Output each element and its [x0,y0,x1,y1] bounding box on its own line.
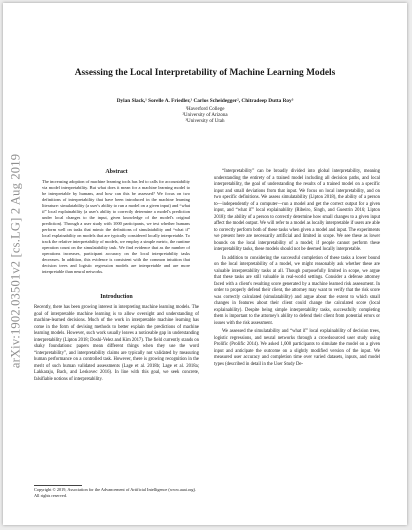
affiliation: ¹Haverford College [185,107,225,112]
introduction-body [34,305,199,383]
right-column [214,169,380,368]
footnote-rule [34,485,82,486]
body-paragraph: In addition to considering the successful completion of these tasks a lower bound on the local interpretability of a model, we might reasonably ask whether these are valuable interpretability tasks at all. Though purposefully limited in scope, we argue that these tasks are still valuable in real-world settings. Consider a defense attorney faced with a client's resulting score generated by a machine learned risk assessment. In order to properly defend their client, the attorney may want to verify that the risk score was correctly calculated (simulatability) and argue about the extent to which small changes in features about their client could change the calculated score (local explainability). Despite being simple interpretability tasks, successfully completing them is important to the attorney's ability to defend their client from potential errors or issues with the risk assessment. [214,255,380,326]
abstract-paragraph: The increasing adoption of machine learning tools has led to calls for accountability via model interpretability. But what does it mean for a machine learning model to be interpretable by humans, and how can this be assessed? We focus on two definitions of interpretability that have been introduced in the machine learning literature: simulatability (a user's ability to run a model on a given input) and “what if” local explainability (a user's ability to correctly determine a model's prediction under local changes to the input, given knowledge of the model's original prediction). Through a user study with 1000 participants, we test whether humans perform well on tasks that mimic the definitions of simulatability and “what if” local explainability on models that are typically considered locally interpretable. To track the relative interpretability of models, we employ a simple metric, the runtime operation count on the simulatability task. We find evidence that as the number of operations increases, participant accuracy on the local interpretability tasks decreases. In addition, this evidence is consistent with the common intuition that decision trees and logistic regression models are interpretable and are more interpretable than neural networks. [42,179,190,274]
abstract-body [42,179,190,275]
introduction-paragraph: Recently, there has been growing interest in interpreting machine learning models. The goal of interpretable machine learning is to allow oversight and understanding of machine-learned decisions. Much of the work in interpretable machine learning has come in the form of devising methods to better explain the predictions of machine learning models. However, such work usually leaves a noticeable gap in understanding interpretability (Lipton 2018; Doshi-Velez and Kim 2017). The field currently stands on shaky foundations: papers mean different things when they use the word “interpretability”, and interpretability claims are typically not validated by measuring human performance on a controlled task. However, there is growing recognition in the merit of such human validated assessments (Lage et al. 2018b; Lage et al. 2018a; Lakkaraju, Bach, and Leskovec 2016). In line with this goal, we seek concrete, falsifiable notions of interpretability. [34,305,199,382]
body-paragraph: “Interpretability” can be broadly divided into global interpretability, meaning understanding the entirety of a trained model including all decision paths, and local interpretability, the goal of understanding the results of a trained model on a specific input and small deviations from that input. We focus on local interpretability, and on two specific definitions. We assess simulatability (Lipton 2018), the ability of a person to—independently of a computer—run a model and get the correct output for a given input, and “what if” local explainability (Ribeiro, Singh, and Guestrin 2016; Lipton 2018): the ability of a person to correctly determine how small changes to a given input affect the model output. We will refer to a model as locally interpretable if users are able to correctly perform both of these tasks when given a model and input. The experiments we present here are necessarily artificial and limited in scope. We see these as lower bounds on the local interpretability of a model; if people cannot perform these interpretability tasks, these models should not be deemed locally interpretable. [214,169,380,252]
affiliation: ²University of Arizona [182,113,228,118]
copyright-notice: Copyright © 2019, Association for the Advancement of Artificial Intelligence (www.aaai.org). All rights reserved. [34,487,197,498]
arxiv-identifier: arXiv:1902.03501v2 [cs.LG] 2 Aug 2019 [8,153,23,369]
affiliation: ³University of Utah [185,119,225,124]
paper-page [3,3,407,525]
abstract-heading: Abstract [105,169,128,175]
body-paragraph: We assessed the simulatability and “what if” local explainability of decision trees, logistic regressions, and neural networks through a crowdsourced user study using Prolific (Prolific 2014). We asked 1,000 participants to simulate the model on a given input and anticipate the outcome on a slightly modified version of the input. We measured user accuracy and completion time over varied datasets, inputs, and model types (described in detail in the User Study De- [214,329,380,367]
introduction-heading: Introduction [100,294,133,300]
author-list: Dylan Slack,¹ Sorelle A. Friedler,¹ Carlos Scheidegger², Chitradeep Dutta Roy³ [116,98,294,104]
paper-title: Assessing the Local Interpretability of Machine Learning Models [74,68,336,78]
